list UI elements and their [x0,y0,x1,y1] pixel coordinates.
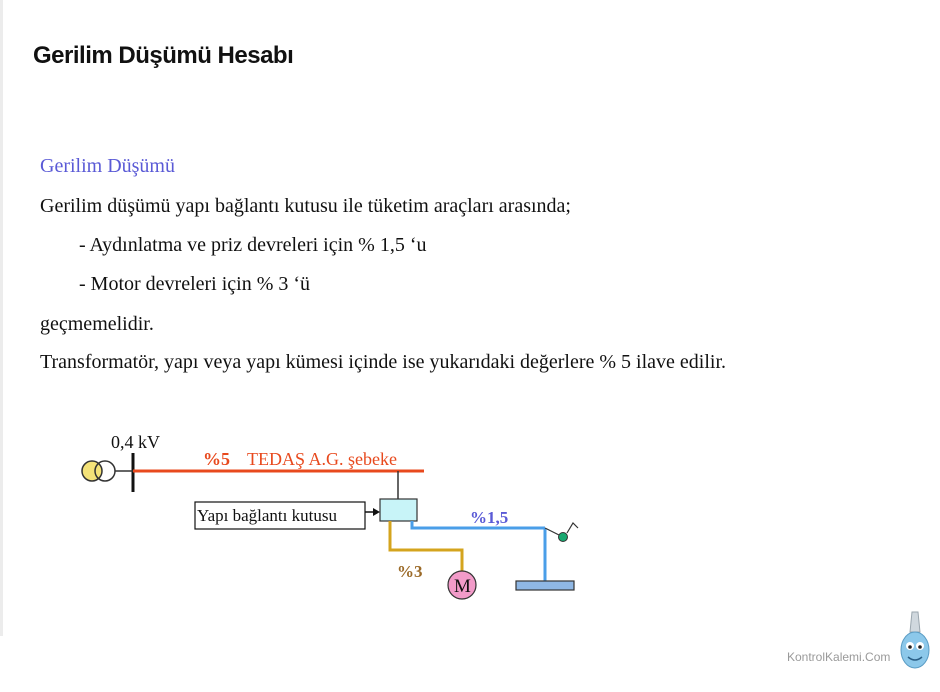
lighting-busbar [516,581,574,590]
motor-percent-label: %3 [397,562,423,581]
transformer-icon [82,461,115,481]
watermark-text: KontrolKalemi.Com [787,650,891,664]
lighting-percent-label: %1,5 [470,508,509,527]
junction-box [380,499,417,521]
junction-box-label: Yapı bağlantı kutusu [197,506,337,525]
network-label: TEDAŞ A.G. şebeke [247,449,397,469]
watermark [784,640,934,676]
arrow-head-icon [373,508,380,516]
network-percent-label: %5 [203,449,230,469]
closing-paragraph: geçmemelidir. [40,313,154,335]
intro-paragraph: Gerilim düşümü yapı bağlantı kutusu ile tüketim araçları arasında; [40,195,571,217]
slide-title: Gerilim Düşümü Hesabı [33,42,294,69]
bullet-motor: - Motor devreleri için % 3 ‘ü [79,273,311,295]
switch-icon [567,523,578,533]
transformer-note: Transformatör, yapı veya yapı kümesi içinde ise yukarıdaki değerlere % 5 ilave edilir. [40,351,727,373]
pen-mascot-icon [896,610,936,676]
voltage-label: 0,4 kV [111,432,160,452]
lamp-icon [559,533,568,542]
motor-symbol: M [454,576,471,597]
bullet-lighting: - Aydınlatma ve priz devreleri için % 1,5 ‘u [79,234,427,256]
voltage-drop-diagram [0,420,620,610]
section-subtitle: Gerilim Düşümü [40,155,175,177]
